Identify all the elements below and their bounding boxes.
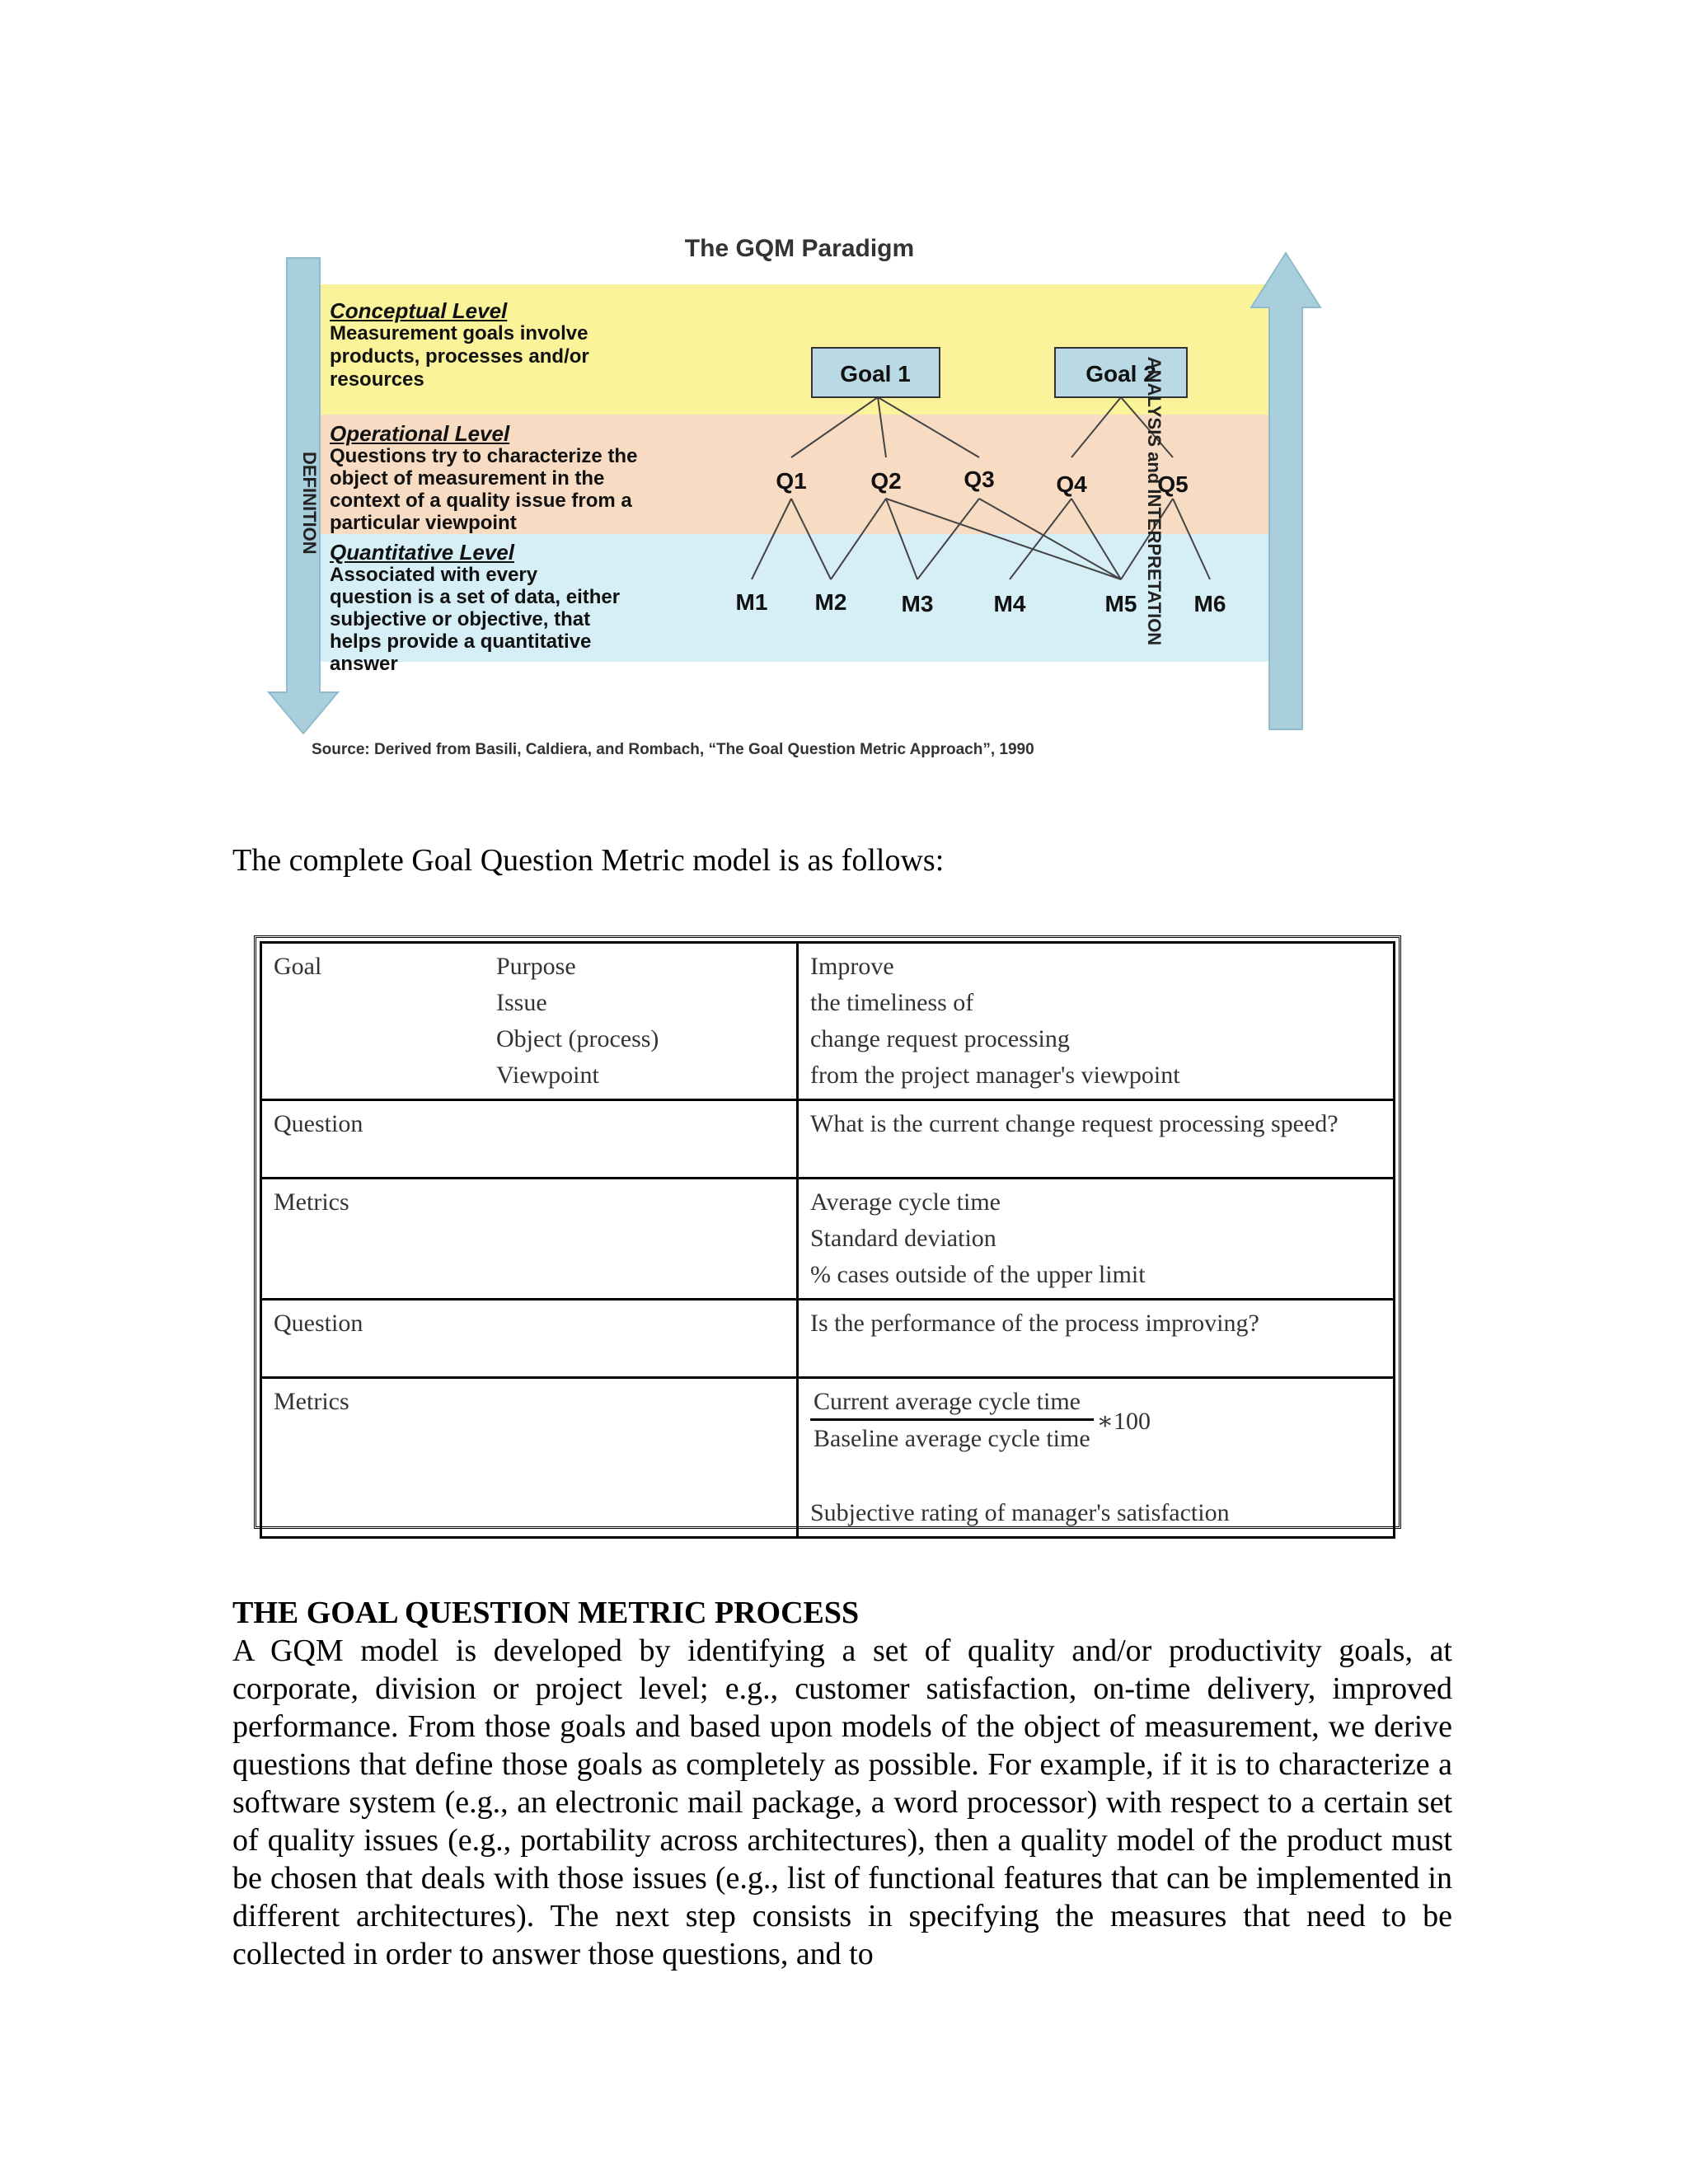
question-label: Question bbox=[261, 1300, 798, 1378]
level-line: resources bbox=[330, 368, 424, 391]
level-line: object of measurement in the bbox=[330, 467, 605, 490]
table-row bbox=[261, 1100, 1395, 1179]
metric-node: M4 bbox=[993, 591, 1026, 616]
question-node: Q1 bbox=[776, 468, 807, 494]
metrics-label: Metrics bbox=[261, 1179, 798, 1300]
definition-label: DEFINITION bbox=[299, 452, 320, 555]
gqm-paradigm-figure bbox=[264, 235, 1335, 771]
table-row bbox=[261, 1179, 1395, 1300]
level-title: Quantitative Level bbox=[330, 540, 514, 565]
table-row bbox=[261, 1378, 1395, 1538]
question-label: Question bbox=[261, 1100, 798, 1179]
level-line: subjective or objective, that bbox=[330, 608, 591, 630]
metric-node: M1 bbox=[735, 589, 768, 615]
goal-2-label: Goal 2 bbox=[1085, 361, 1156, 387]
quantitative-level-text bbox=[330, 541, 758, 675]
section-body: A GQM model is developed by identifying a set of quality and/or productivity goals, at corporate, division or project level; e.g., customer satisfaction, on-time delivery, improved performance. From those goals and based upon models of the object of measurement, we derive questions that define those goals as completely as possible. For example, if it is to characterize a software system (e.g., an electronic mail package, a word processor) with respect to a certain set of quality issues (e.g., portability across architectures), then a quality model of the product must be chosen that deals with those issues (e.g., list of functional features that can be implemented in different architectures). The next step consists in specifying the measures that need to be collected in order to answer those questions, and to bbox=[232, 1633, 1452, 1971]
level-line: context of a quality issue from a bbox=[330, 490, 632, 512]
level-line: Questions try to characterize the bbox=[330, 445, 638, 467]
figure-title: The GQM Paradigm bbox=[684, 235, 915, 262]
goal-1-label: Goal 1 bbox=[840, 361, 911, 387]
metric-node: M3 bbox=[901, 591, 934, 616]
question-node: Q5 bbox=[1157, 471, 1189, 497]
goal-field: Issue bbox=[496, 989, 547, 1016]
level-line: Measurement goals involve bbox=[330, 322, 588, 344]
goal-value: Improve bbox=[810, 953, 894, 980]
question-text: Is the performance of the process improving? bbox=[798, 1300, 1395, 1378]
metric-item: Average cycle time bbox=[810, 1188, 1001, 1216]
gqm-model-table bbox=[254, 935, 1401, 1529]
formula-multiplier: ∗100 bbox=[1096, 1407, 1151, 1435]
level-line: particular viewpoint bbox=[330, 512, 517, 534]
intro-text: The complete Goal Question Metric model is as follows: bbox=[232, 843, 945, 878]
level-line: helps provide a quantitative bbox=[330, 630, 592, 653]
goal-label: Goal bbox=[274, 953, 322, 980]
level-line: products, processes and/or bbox=[330, 345, 589, 368]
formula-numerator: Current average cycle time bbox=[810, 1385, 1094, 1421]
metrics-cell bbox=[798, 1179, 1395, 1300]
metric-item: % cases outside of the upper limit bbox=[810, 1261, 1146, 1288]
metric-node: M5 bbox=[1104, 591, 1137, 616]
question-metric-links bbox=[752, 499, 1210, 579]
analysis-interpretation-label: ANALYSIS and INTERPRETATION bbox=[1144, 356, 1165, 646]
goal-value: from the project manager's viewpoint bbox=[810, 1062, 1180, 1089]
cycle-time-ratio-formula bbox=[810, 1385, 1151, 1457]
metric-item: Standard deviation bbox=[810, 1225, 996, 1252]
level-title: Conceptual Level bbox=[330, 298, 508, 323]
metric-node: M2 bbox=[814, 589, 847, 615]
level-line: question is a set of data, either bbox=[330, 586, 621, 608]
goal-field: Object (process) bbox=[496, 1025, 659, 1052]
analysis-arrow bbox=[1251, 253, 1320, 729]
goal-value: the timeliness of bbox=[810, 989, 974, 1016]
question-node: Q4 bbox=[1056, 471, 1087, 497]
metrics-cell bbox=[798, 1378, 1395, 1538]
conceptual-level-text bbox=[330, 299, 758, 391]
goal-cell bbox=[261, 943, 798, 1100]
goal-field: Purpose bbox=[496, 953, 576, 980]
question-node: Q2 bbox=[870, 468, 902, 494]
goal-value: change request processing bbox=[810, 1025, 1070, 1052]
operational-level-text bbox=[330, 423, 758, 534]
level-line: Associated with every bbox=[330, 564, 538, 586]
metrics-label: Metrics bbox=[261, 1378, 798, 1538]
metric-item: Subjective rating of manager's satisfaction bbox=[810, 1499, 1230, 1526]
level-title: Operational Level bbox=[330, 421, 510, 446]
goal-field: Viewpoint bbox=[496, 1062, 599, 1089]
metric-node: M6 bbox=[1193, 591, 1226, 616]
level-line: answer bbox=[330, 653, 398, 675]
question-node: Q3 bbox=[964, 466, 995, 492]
goal-values-cell bbox=[798, 943, 1395, 1100]
table-row bbox=[261, 1300, 1395, 1378]
table-row bbox=[261, 943, 1395, 1100]
section-heading: THE GOAL QUESTION METRIC PROCESS bbox=[232, 1596, 860, 1630]
figure-source: Source: Derived from Basili, Caldiera, and Rombach, “The Goal Question Metric Approach”, 1990 bbox=[312, 741, 1034, 758]
goal-question-links bbox=[791, 397, 1173, 457]
question-text: What is the current change request processing speed? bbox=[798, 1100, 1395, 1179]
formula-denominator: Baseline average cycle time bbox=[814, 1425, 1090, 1452]
